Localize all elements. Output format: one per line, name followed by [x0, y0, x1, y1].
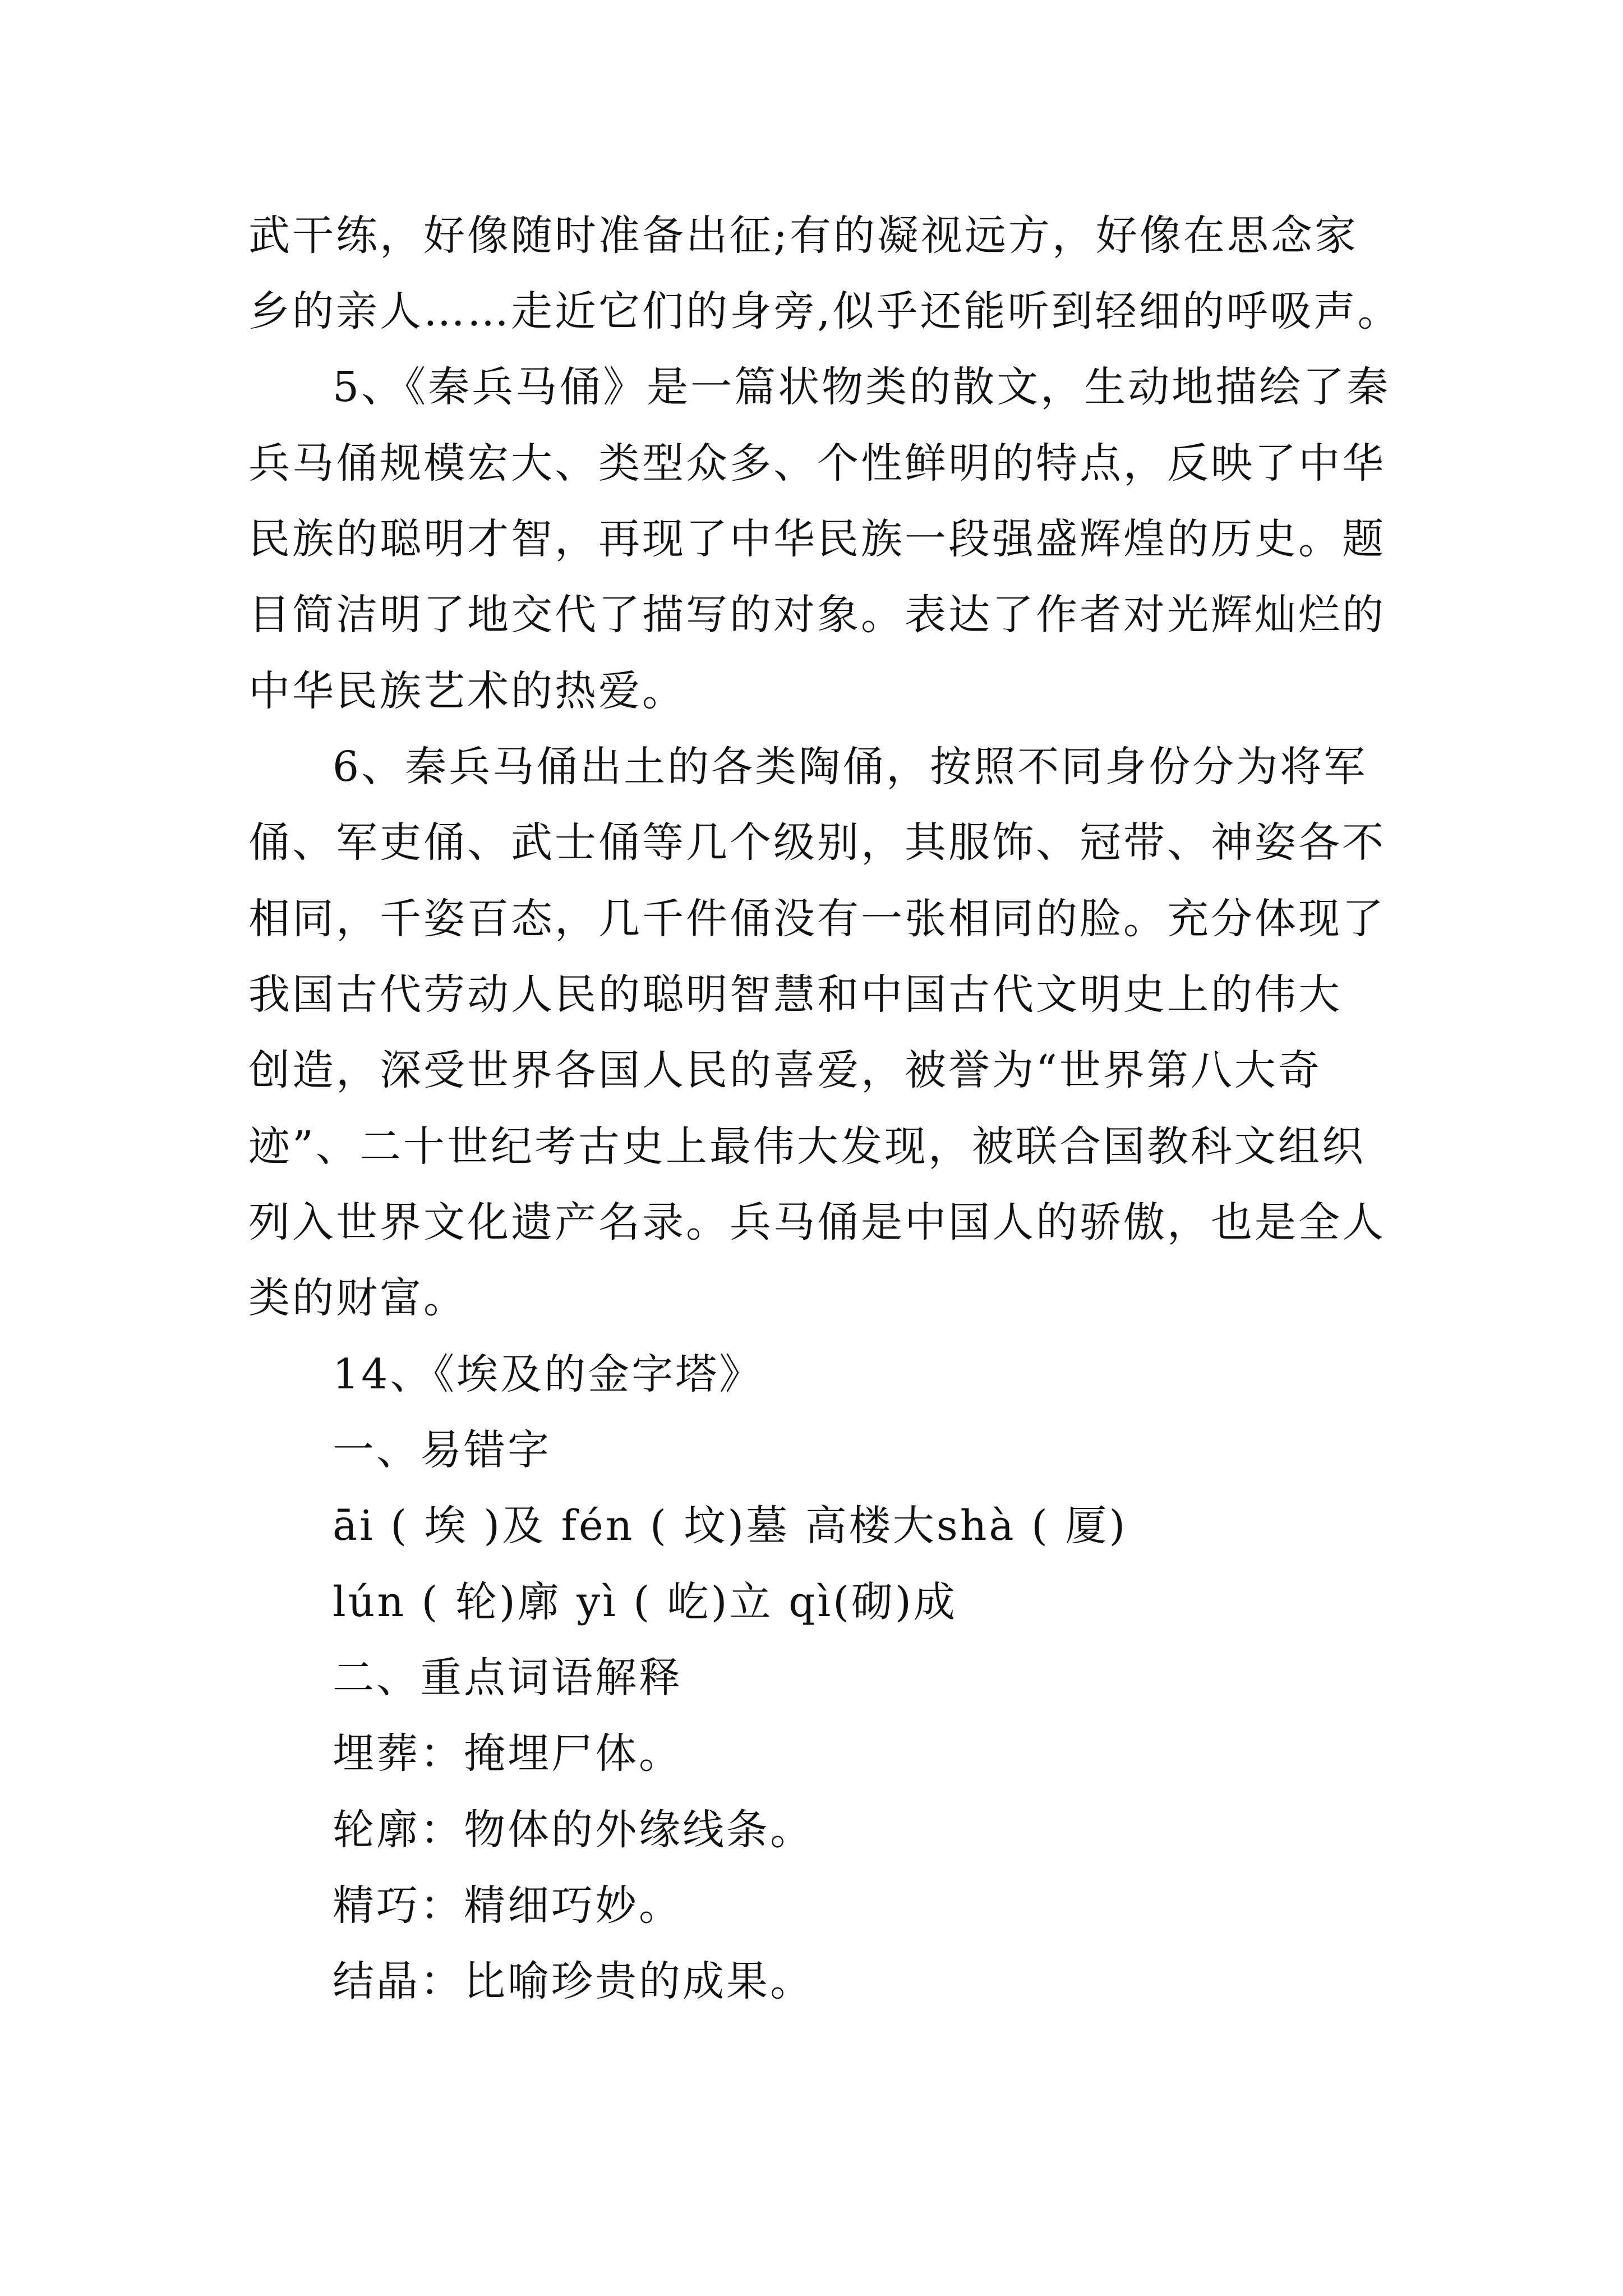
text-line: 列入世界文化遗产名录。兵马俑是中国人的骄傲，也是全人: [248, 1198, 1386, 1246]
paragraph-6-start: 6、秦兵马俑出土的各类陶俑，按照不同身份分为将军: [333, 743, 1368, 791]
vocab-item: 精巧：精细巧妙。: [333, 1881, 683, 1930]
text-line: 类的财富。: [248, 1274, 467, 1322]
text-line: 兵马俑规模宏大、类型众多、个性鲜明的特点，反映了中华: [248, 439, 1386, 487]
section-heading-typos: 一、易错字: [333, 1426, 551, 1474]
text-line: 目简洁明了地交代了描写的对象。表达了作者对光辉灿烂的: [248, 591, 1386, 639]
text-line: 相同，千姿百态，几千件俑没有一张相同的脸。充分体现了: [248, 895, 1386, 943]
vocab-item: 埋葬：掩埋尸体。: [333, 1729, 683, 1778]
text-line: 迹”、二十世纪考古史上最伟大发现，被联合国教科文组织: [248, 1122, 1366, 1171]
text-line: 武干练，好像随时准备出征;有的凝视远方，好像在思念家: [248, 211, 1358, 260]
text-line: 我国古代劳动人民的聪明智慧和中国古代文明史上的伟大: [248, 970, 1342, 1019]
lesson-title: 14、《埃及的金字塔》: [333, 1350, 763, 1398]
text-line: 中华民族艺术的热爱。: [248, 667, 686, 715]
vocab-item: 轮廓：物体的外缘线条。: [333, 1806, 814, 1854]
paragraph-5-start: 5、《秦兵马俑》是一篇状物类的散文，生动地描绘了秦: [333, 363, 1391, 411]
pinyin-line-2: lún ( 轮)廓 yì ( 屹)立 qì(砌)成: [333, 1578, 957, 1626]
text-line: 乡的亲人……走近它们的身旁,似乎还能听到轻细的呼吸声。: [248, 287, 1401, 335]
section-heading-vocab: 二、重点词语解释: [333, 1654, 683, 1702]
pinyin-line-1: āi ( 埃 )及 fén ( 坟)墓 高楼大shà ( 厦): [333, 1502, 1128, 1550]
vocab-item: 结晶：比喻珍贵的成果。: [333, 1957, 814, 2005]
text-line: 民族的聪明才智，再现了中华民族一段强盛辉煌的历史。题: [248, 515, 1386, 563]
text-line: 俑、军吏俑、武士俑等几个级别，其服饰、冠带、神姿各不: [248, 818, 1386, 867]
text-line: 创造，深受世界各国人民的喜爱，被誉为“世界第八大奇: [248, 1046, 1322, 1094]
